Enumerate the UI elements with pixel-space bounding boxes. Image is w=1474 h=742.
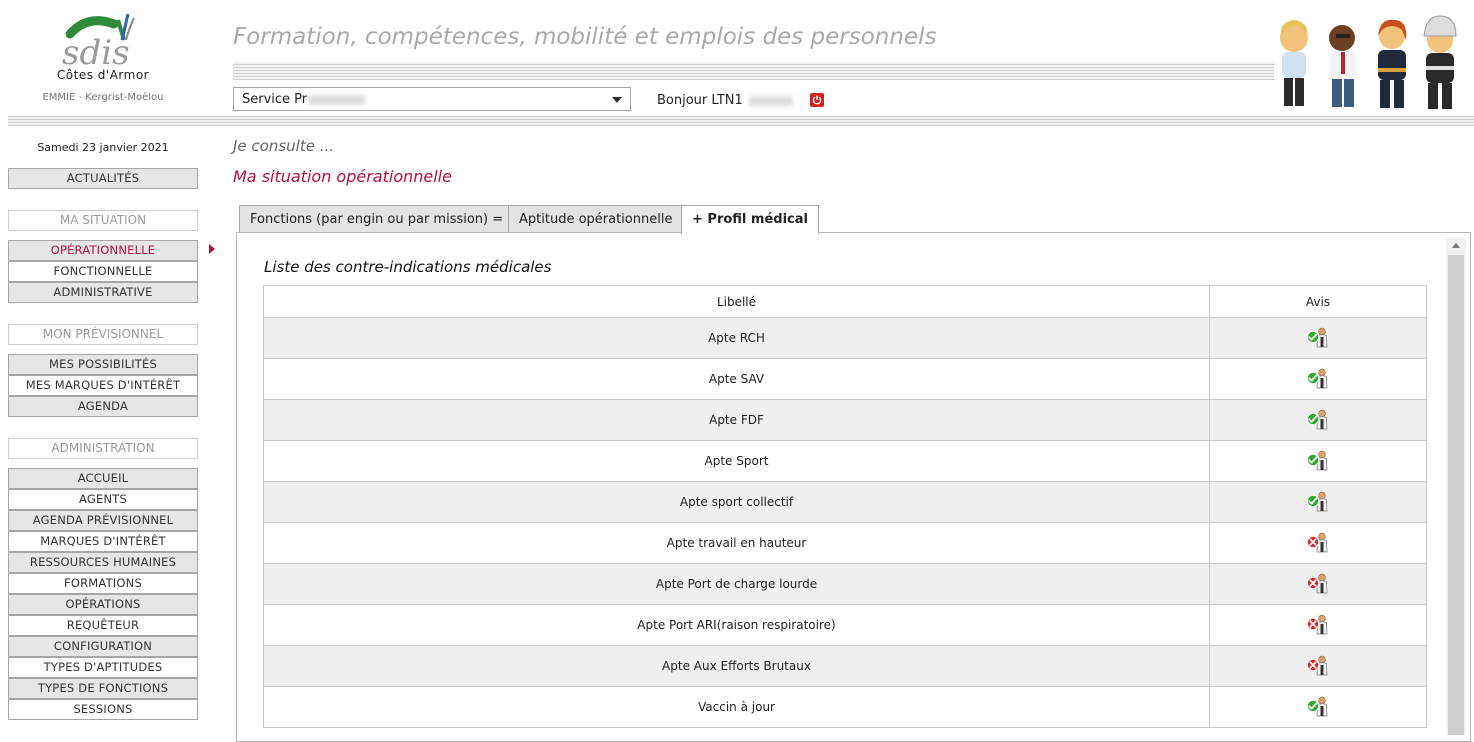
greeting-text: Bonjour LTN1 <box>657 93 743 108</box>
nav-configuration[interactable]: CONFIGURATION <box>8 636 198 657</box>
table-row <box>264 564 1427 605</box>
mascot-man <box>1329 25 1356 107</box>
list-title: Liste des contre-indications médicales <box>264 258 552 276</box>
redacted-text <box>309 95 365 105</box>
cell-libelle: Apte Sport <box>264 441 1210 482</box>
service-value: Service Pr <box>242 92 308 107</box>
user-greeting <box>657 93 793 108</box>
power-icon <box>812 95 822 105</box>
cross-icon <box>1307 536 1318 547</box>
table-row <box>264 523 1427 564</box>
table-row <box>264 605 1427 646</box>
avis-icon <box>1305 532 1331 554</box>
cell-libelle: Apte RCH <box>264 318 1210 359</box>
column-header-libelle: Libellé <box>264 286 1210 318</box>
avis-icon <box>1305 573 1331 595</box>
check-icon <box>1307 331 1318 342</box>
table-row <box>264 687 1427 728</box>
nav-actualites[interactable]: ACTUALITÉS <box>8 168 198 189</box>
avis-icon <box>1305 327 1331 349</box>
scrollbar-thumb[interactable] <box>1448 255 1464 735</box>
table-row <box>264 400 1427 441</box>
cell-avis <box>1210 400 1427 441</box>
header-divider <box>233 62 1274 80</box>
nav-mes-possibilites[interactable]: MES POSSIBILITÉS <box>8 354 198 375</box>
nav-types-fonctions[interactable]: TYPES DE FONCTIONS <box>8 678 198 699</box>
cell-avis <box>1210 564 1427 605</box>
avis-icon <box>1305 655 1331 677</box>
nav-marques-interet[interactable]: MARQUES D'INTÉRÊT <box>8 531 198 552</box>
mascot-redhead <box>1378 20 1406 108</box>
medical-table <box>263 285 1427 728</box>
logout-button[interactable] <box>810 93 824 107</box>
mascots-illustration <box>1270 14 1470 114</box>
nav-fonctionnelle[interactable]: FONCTIONNELLE <box>8 261 198 282</box>
column-header-avis: Avis <box>1210 286 1427 318</box>
cell-avis <box>1210 482 1427 523</box>
nav-operationnelle[interactable]: OPÉRATIONNELLE <box>8 240 198 261</box>
tab-fonctions[interactable]: Fonctions (par engin ou par mission) = <box>239 205 514 233</box>
cell-avis <box>1210 441 1427 482</box>
table-row <box>264 441 1427 482</box>
cell-libelle: Apte sport collectif <box>264 482 1210 523</box>
cross-icon <box>1307 659 1318 670</box>
cell-avis <box>1210 359 1427 400</box>
check-icon <box>1307 495 1318 506</box>
cell-avis <box>1210 687 1427 728</box>
check-icon <box>1307 372 1318 383</box>
page-title: Ma situation opérationnelle <box>233 167 452 186</box>
header-band <box>8 116 1474 126</box>
nav-ressources-humaines[interactable]: RESSOURCES HUMAINES <box>8 552 198 573</box>
cross-icon <box>1307 618 1318 629</box>
nav-types-aptitudes[interactable]: TYPES D'APTITUDES <box>8 657 198 678</box>
logo-text: sdis <box>62 33 130 68</box>
cell-avis <box>1210 646 1427 687</box>
mascot-firefighter <box>1424 16 1456 109</box>
table-row <box>264 482 1427 523</box>
service-select[interactable] <box>233 87 631 111</box>
tab-profil-medical[interactable]: + Profil médical <box>681 205 819 234</box>
cell-libelle: Apte SAV <box>264 359 1210 400</box>
nav-agenda-previsionnel[interactable]: AGENDA PRÉVISIONNEL <box>8 510 198 531</box>
section-administration: ADMINISTRATION <box>8 438 198 459</box>
app-title: Formation, compétences, mobilité et emplois des personnels <box>233 24 937 50</box>
cell-avis <box>1210 523 1427 564</box>
nav-operations[interactable]: OPÉRATIONS <box>8 594 198 615</box>
logo-graphic <box>48 10 158 68</box>
nav-accueil[interactable]: ACCUEIL <box>8 468 198 489</box>
department-label: Côtes d'Armor <box>56 68 150 82</box>
redacted-text <box>749 96 793 106</box>
scroll-up-arrow-icon[interactable] <box>1446 238 1466 254</box>
avis-icon <box>1305 409 1331 431</box>
cross-icon <box>1307 577 1318 588</box>
cell-avis <box>1210 605 1427 646</box>
avis-icon <box>1305 614 1331 636</box>
table-body <box>264 318 1427 728</box>
table-row <box>264 359 1427 400</box>
mascot-blonde <box>1280 20 1308 106</box>
nav-sessions[interactable]: SESSIONS <box>8 699 198 720</box>
cell-libelle: Apte Port de charge lourde <box>264 564 1210 605</box>
chevron-down-icon <box>612 97 622 103</box>
nav-formations[interactable]: FORMATIONS <box>8 573 198 594</box>
current-date: Samedi 23 janvier 2021 <box>37 141 169 154</box>
avis-icon <box>1305 491 1331 513</box>
cell-libelle: Apte travail en hauteur <box>264 523 1210 564</box>
active-indicator-icon <box>209 244 215 254</box>
avis-icon <box>1305 450 1331 472</box>
cell-libelle: Apte Port ARI(raison respiratoire) <box>264 605 1210 646</box>
nav-requeteur[interactable]: REQUÊTEUR <box>8 615 198 636</box>
cell-libelle: Apte Aux Efforts Brutaux <box>264 646 1210 687</box>
check-icon <box>1307 700 1318 711</box>
section-mon-previsionnel: MON PRÉVISIONNEL <box>8 324 198 345</box>
avis-icon <box>1305 368 1331 390</box>
cell-avis <box>1210 318 1427 359</box>
avis-icon <box>1305 696 1331 718</box>
consult-label: Je consulte ... <box>233 137 335 155</box>
section-ma-situation: MA SITUATION <box>8 210 198 231</box>
cell-libelle: Vaccin à jour <box>264 687 1210 728</box>
nav-agents[interactable]: AGENTS <box>8 489 198 510</box>
site-label: EMMIE - Kergrist-Moëlou <box>42 92 164 103</box>
cell-libelle: Apte FDF <box>264 400 1210 441</box>
nav-administrative[interactable]: ADMINISTRATIVE <box>8 282 198 303</box>
nav-agenda[interactable]: AGENDA <box>8 396 198 417</box>
check-icon <box>1307 454 1318 465</box>
table-row <box>264 646 1427 687</box>
tab-aptitude-operationnelle[interactable]: Aptitude opérationnelle <box>508 205 683 233</box>
table-header-row <box>264 286 1427 318</box>
sdis-logo[interactable] <box>8 10 198 110</box>
check-icon <box>1307 413 1318 424</box>
table-row <box>264 318 1427 359</box>
nav-mes-marques-interet[interactable]: MES MARQUES D'INTÉRÊT <box>8 375 198 396</box>
